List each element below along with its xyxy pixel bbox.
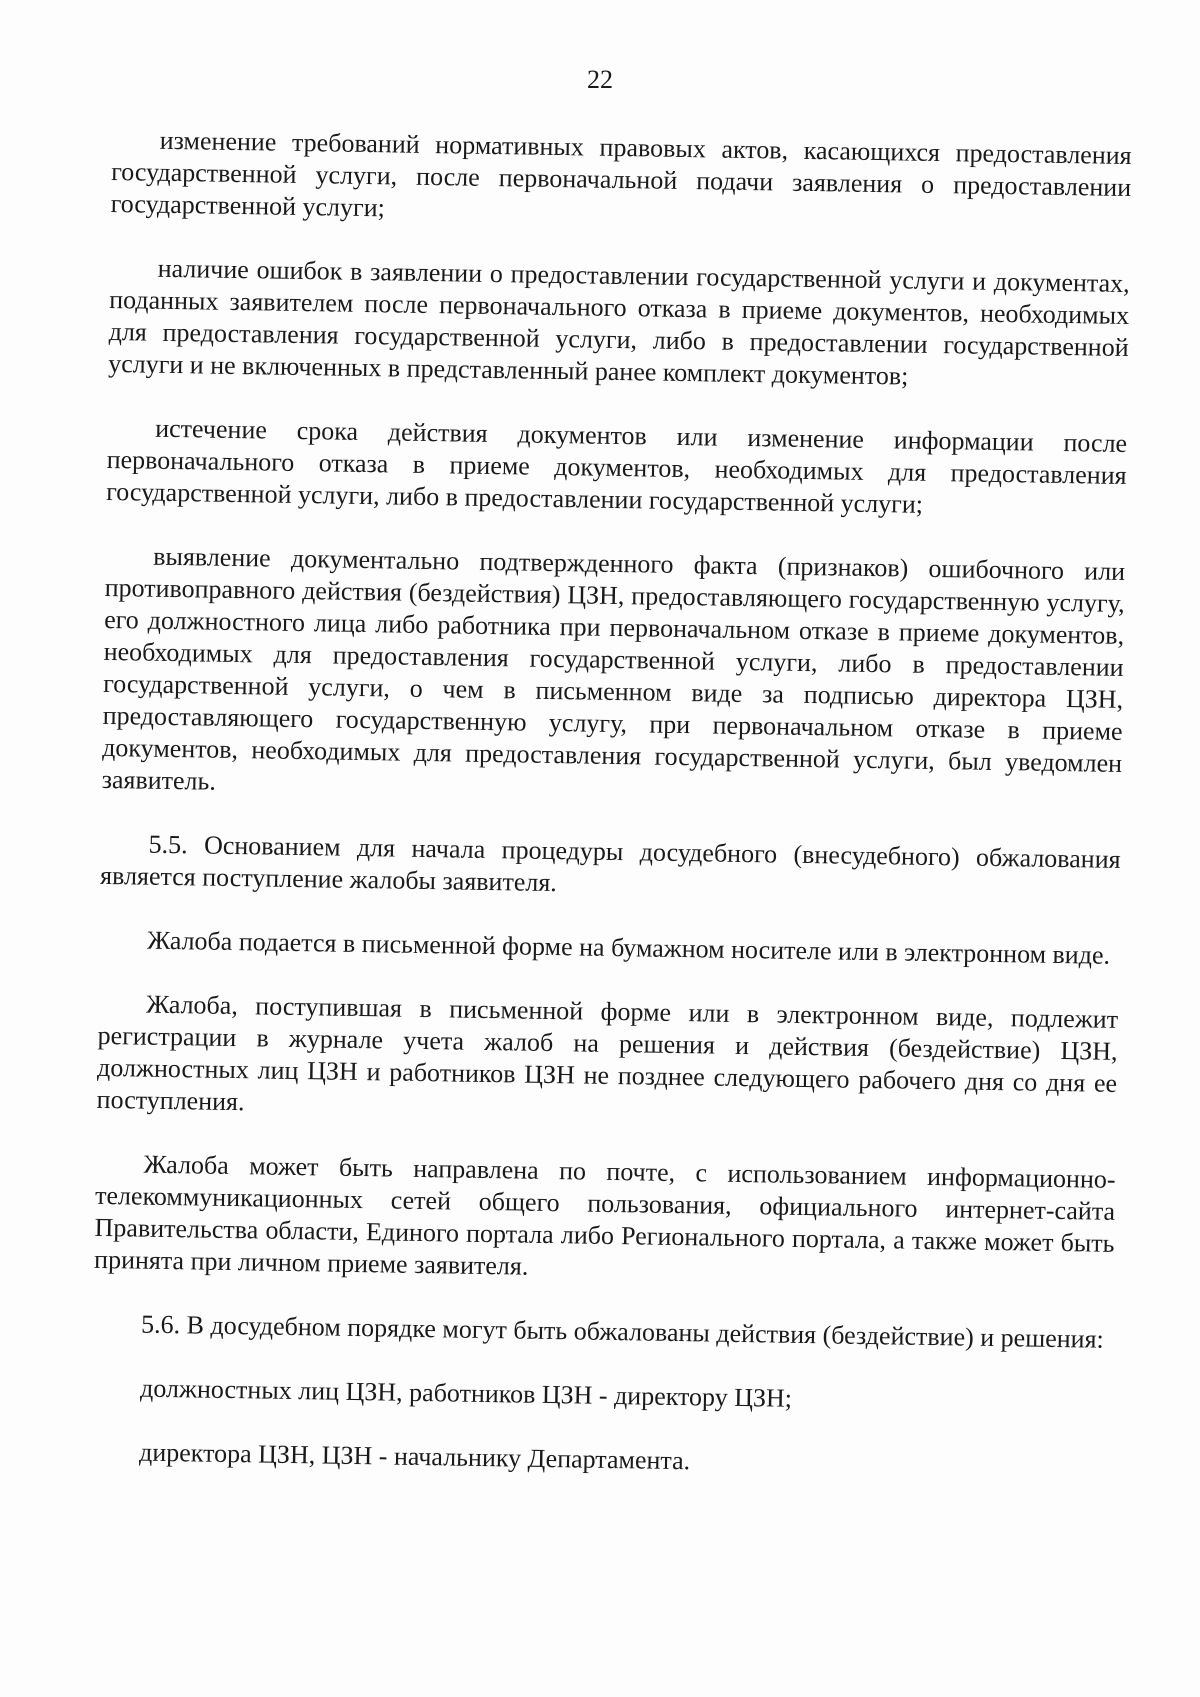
paragraph-appeal-officials: должностных лиц ЦЗН, работников ЦЗН - директору ЦЗН; xyxy=(139,1373,793,1413)
page-number: 22 xyxy=(587,65,613,94)
document-body xyxy=(90,124,1131,1516)
paragraph-complaint-channels: Жалоба может быть направлена по почте, с использованием информационно-телекоммуникационных сетей общего пользования, официального интернет-сайта Правительства области, Единого портала либо Регионального портала, а также может быть принята при личном приеме заявителя. xyxy=(93,1149,1116,1281)
paragraph-complaint-form: Жалоба подается в письменной форме на бумажном носителе или в электронном виде. xyxy=(146,925,1111,970)
paragraph-section-5-6: 5.6. В досудебном порядке могут быть обжалованы действия (бездействие) и решения: xyxy=(140,1309,1105,1354)
paragraph-requirements-change: изменение требований нормативных правовых актов, касающихся предоставления государственной услуги, после первоначальной подачи заявления о предоставлении государственной услуги; xyxy=(110,125,1132,223)
paragraph-documents-expiry: истечение срока действия документов или изменение информации после первоначального отказа в приеме документов, необходимых для предоставления государственной услуги, либо в предоставлении государственной услуги; xyxy=(105,413,1128,519)
paragraph-errors-in-application: наличие ошибок в заявлении о предоставлении государственной услуги и документах, поданных заявителем после первоначального отказа в приеме документов, необходимых для предоставления государственной услуги, либо в предоставлении государственной услуги и не включенных в представленный ранее комплект документов; xyxy=(108,253,1130,391)
paragraph-complaint-registration: Жалоба, поступившая в письменной форме или в электронном виде, подлежит регистрации в журнале учета жалоб на решения и действия (бездействие) ЦЗН, должностных лиц ЦЗН и работников ЦЗН не позднее следующего рабочего дня со дня ее поступления. xyxy=(96,989,1119,1117)
paragraph-erroneous-action: выявление документально подтвержденного факта (признаков) ошибочного или противоправного действия (бездействия) ЦЗН, предоставляющего государственную услугу, его должностного лица либо работника при первоначальном отказе в приеме документов, необходимых для предоставления государственной услуги, либо в предоставлении государственной услуги, о чем в письменном виде за подписью директора ЦЗН, предоставляющего государственную услугу, при первоначальном отказе в приеме документов, необходимых для предоставления государственной услуги, был уведомлен заявитель. xyxy=(101,541,1126,796)
paragraph-section-5-5: 5.5. Основанием для начала процедуры досудебного (внесудебного) обжалования является поступление жалобы заявителя. xyxy=(99,829,1121,898)
paragraph-appeal-director: директора ЦЗН, ЦЗН - начальнику Департамента. xyxy=(138,1437,691,1476)
